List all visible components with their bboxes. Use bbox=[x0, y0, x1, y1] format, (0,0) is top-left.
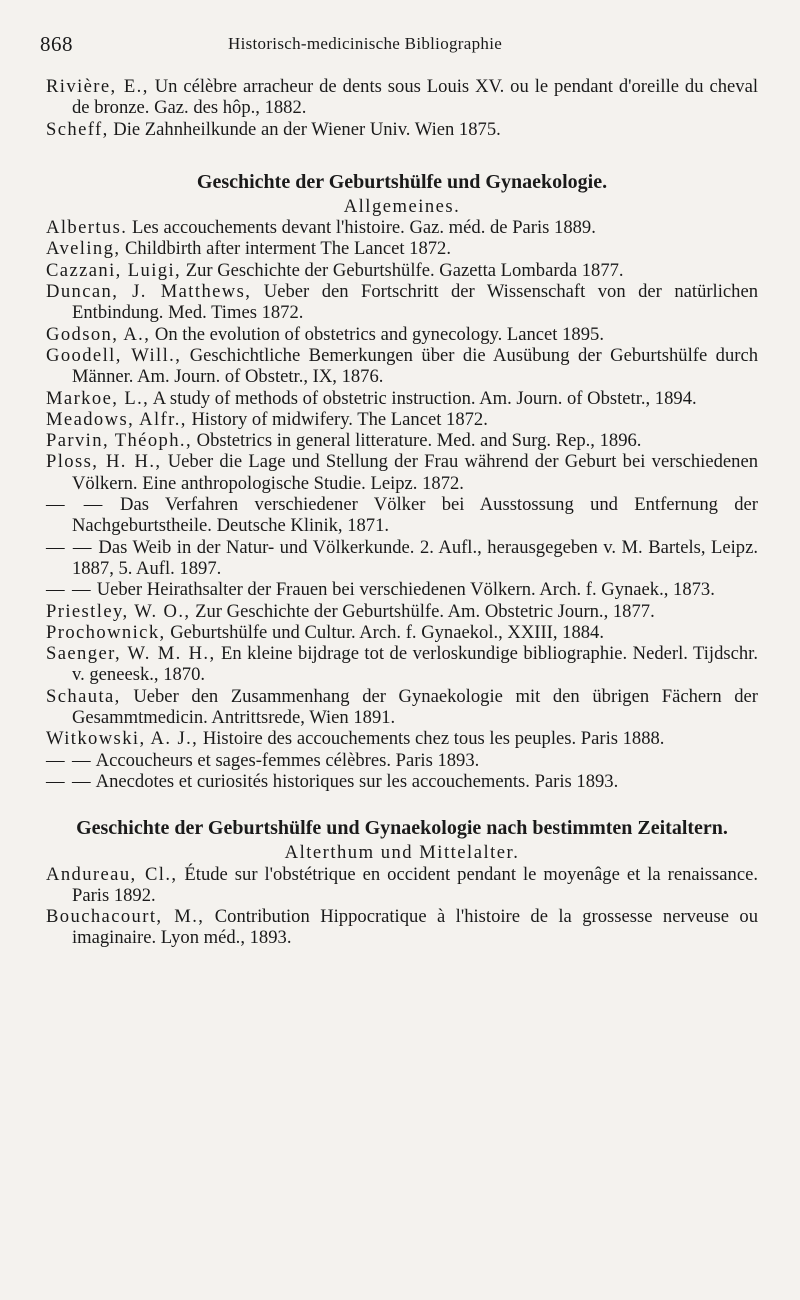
bibliography-entry bbox=[46, 686, 758, 729]
entry-author: Ploss, H. H., bbox=[46, 451, 162, 473]
entry-text: A study of methods of obstetric instruction. Am. Journ. of Obstetr., 1894. bbox=[149, 387, 697, 409]
bibliography-entry bbox=[46, 771, 758, 792]
entry-author: Goodell, Will., bbox=[46, 344, 182, 366]
entry-text: Das Verfahren verschiedener Völker bei Ausstossung und Entfernung der Nachgeburtstheile. Deutsche Klinik, 1871. bbox=[72, 494, 758, 537]
entry-text: Childbirth after interment The Lancet 1872. bbox=[120, 238, 452, 260]
entry-text: En kleine bijdrage tot de verloskundige bibliographie. Nederl. Tijdschr. v. geneesk., 1870. bbox=[72, 643, 758, 686]
bibliography-entry bbox=[46, 324, 758, 345]
entry-text: Ueber den Zusammenhang der Gynaekologie mit den übrigen Fächern der Gesammtmedicin. Antrittsrede, Wien 1891. bbox=[72, 685, 758, 729]
bibliography-entry bbox=[46, 409, 758, 430]
page-header bbox=[40, 32, 760, 62]
section-entries bbox=[46, 217, 758, 792]
entry-author: Duncan, J. Matthews, bbox=[46, 281, 252, 303]
subsection-title: Alterthum und Mittelalter. bbox=[284, 842, 520, 864]
entry-author: Scheff, bbox=[46, 118, 109, 140]
entry-author: Prochownick, bbox=[46, 621, 166, 643]
bibliography-entry bbox=[46, 643, 758, 686]
bibliography-entry bbox=[46, 579, 758, 600]
entry-author: Meadows, Alfr., bbox=[46, 408, 187, 430]
entry-author: Markoe, L., bbox=[46, 387, 150, 409]
entry-author: — — bbox=[46, 494, 104, 516]
bibliography-entry bbox=[46, 76, 758, 119]
entry-text: Geschichtliche Bemerkungen über die Ausübung der Geburtshülfe durch Männer. Am. Journ. of Obstetr., IX, 1876. bbox=[72, 344, 759, 388]
bibliography-entry bbox=[46, 601, 758, 622]
entry-text: Étude sur l'obstétrique en occident pendant le moyenâge et la renaissance. Paris 1892. bbox=[72, 863, 758, 906]
bibliography-entry bbox=[46, 345, 758, 388]
entry-text: Das Weib in der Natur- und Völkerkunde. 2. Aufl., herausgegeben v. M. Bartels, Leipz. 1887, 5. Aufl. 1897. bbox=[72, 536, 758, 579]
entry-text: Zur Geschichte der Geburtshülfe. Am. Obstetric Journ., 1877. bbox=[190, 600, 655, 622]
page-number: 868 bbox=[40, 32, 73, 56]
bibliography-entry bbox=[46, 537, 758, 580]
entry-author: Godson, A., bbox=[46, 323, 151, 345]
bibliography-entry bbox=[46, 728, 758, 749]
bibliography-entry bbox=[46, 622, 758, 643]
entry-text: History of midwifery. The Lancet 1872. bbox=[186, 408, 488, 430]
entry-text: Anecdotes et curiosités historiques sur les accouchements. Paris 1893. bbox=[92, 770, 619, 792]
continued-entries bbox=[46, 76, 758, 140]
bibliography-entry bbox=[46, 260, 758, 281]
entry-text: Ueber die Lage und Stellung der Frau während der Geburt bei verschiedenen Völkern. Eine anthropologische Studie. Leipz. 1872. bbox=[72, 451, 758, 494]
bibliography-entry bbox=[46, 238, 758, 259]
bibliography-entry bbox=[46, 119, 758, 140]
bibliography-entry bbox=[46, 217, 758, 238]
entry-author: — — bbox=[46, 749, 93, 771]
entry-text: Obstetrics in general litterature. Med. and Surg. Rep., 1896. bbox=[192, 430, 642, 452]
entry-text: On the evolution of obstetrics and gynecology. Lancet 1895. bbox=[150, 323, 604, 345]
entry-text: Zur Geschichte der Geburtshülfe. Gazetta Lombarda 1877. bbox=[181, 259, 624, 281]
entry-author: Rivière, E., bbox=[46, 76, 149, 97]
entry-author: Andureau, Cl., bbox=[46, 863, 178, 885]
page-content bbox=[46, 76, 758, 949]
section-entries bbox=[46, 864, 758, 949]
entry-author: Witkowski, A. J., bbox=[46, 728, 199, 750]
entry-author: Saenger, W. M. H., bbox=[46, 643, 216, 665]
bibliography-entry bbox=[46, 281, 758, 324]
entry-author: Albertus. bbox=[46, 217, 128, 239]
bibliography-entry bbox=[46, 451, 758, 494]
entry-author: Aveling, bbox=[46, 238, 121, 260]
subsection-title: Allgemeines. bbox=[343, 195, 461, 217]
entry-author: Bouchacourt, M., bbox=[46, 906, 205, 928]
bibliography-entry bbox=[46, 430, 758, 451]
entry-author: Parvin, Théoph., bbox=[46, 430, 193, 452]
entry-text: Ueber den Fortschritt der Wissenschaft von der natürlichen Entbindung. Med. Times 1872. bbox=[72, 281, 758, 324]
entry-text: Accoucheurs et sages-femmes célèbres. Paris 1893. bbox=[92, 749, 480, 771]
section-title: Geschichte der Geburtshülfe und Gynaekologie. bbox=[196, 170, 608, 193]
entry-author: Schauta, bbox=[46, 685, 121, 707]
entry-text: Les accouchements devant l'histoire. Gaz. méd. de Paris 1889. bbox=[127, 217, 596, 239]
bibliography-entry bbox=[46, 906, 758, 949]
running-head: Historisch-medicinische Bibliographie bbox=[228, 34, 503, 53]
entry-text: Ueber Heirathsalter der Frauen bei verschiedenen Völkern. Arch. f. Gynaek., 1873. bbox=[92, 579, 715, 601]
entry-text: Histoire des accouchements chez tous les peuples. Paris 1888. bbox=[198, 728, 665, 750]
entry-text: Die Zahnheilkunde an der Wiener Univ. Wien 1875. bbox=[108, 118, 501, 140]
bibliography-entry bbox=[46, 388, 758, 409]
section-title: Geschichte der Geburtshülfe und Gynaekologie nach bestimmten Zeitaltern. bbox=[76, 817, 728, 840]
bibliography-entry bbox=[46, 864, 758, 907]
entry-text: Geburtshülfe und Cultur. Arch. f. Gynaekol., XXIII, 1884. bbox=[165, 621, 605, 643]
entry-author: — — bbox=[46, 536, 93, 558]
entry-text: Un célèbre arracheur de dents sous Louis XV. ou le pendant d'oreille du cheval de bronze. Gaz. des hôp., 1882. bbox=[72, 76, 758, 119]
entry-text: Contribution Hippocratique à l'histoire de la grossesse nerveuse ou imaginaire. Lyon méd., 1893. bbox=[72, 906, 758, 949]
entry-author: Cazzani, Luigi, bbox=[46, 259, 182, 281]
bibliography-entry bbox=[46, 494, 758, 537]
bibliography-entry bbox=[46, 750, 758, 771]
entry-author: Priestley, W. O., bbox=[46, 600, 191, 622]
entry-author: — — bbox=[46, 770, 93, 792]
entry-author: — — bbox=[46, 579, 93, 601]
